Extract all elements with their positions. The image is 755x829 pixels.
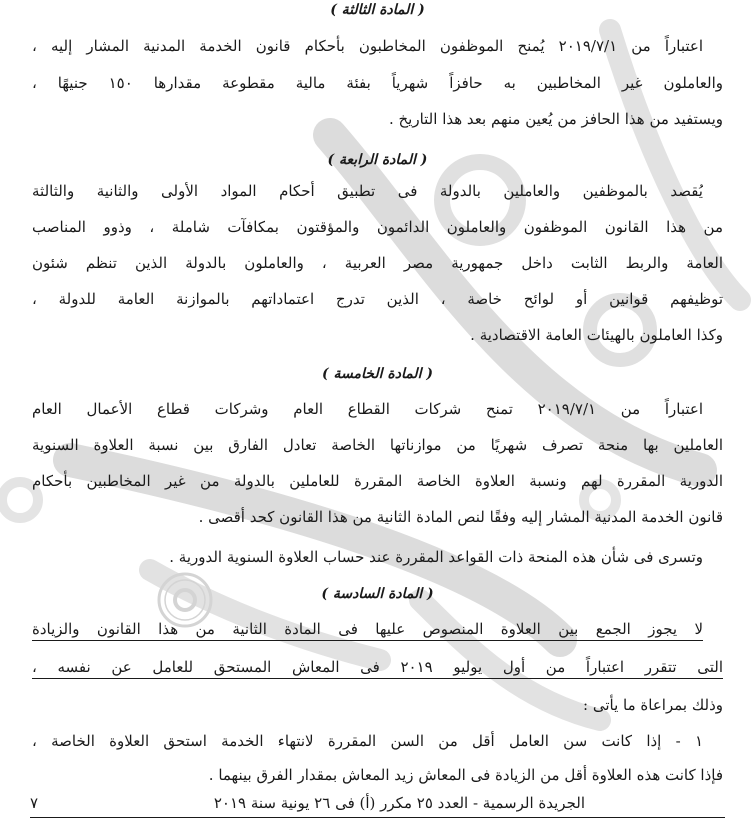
article-5-line-2: العاملين بها منحة تصرف شهريًا من موازناتها الخاصة تعادل الفارق بين نسبة العلاوة السنوية bbox=[32, 436, 723, 454]
article-4-line-3: العامة والربط الثابت داخل جمهورية مصر العربية ، والعاملون بالدولة الذين تنظم شئون bbox=[32, 254, 723, 272]
article-6-line-3: وذلك بمراعاة ما يأتى : bbox=[583, 696, 723, 714]
article-6-heading: ( المادة السادسة ) bbox=[321, 586, 434, 602]
article-3-line-1: اعتباراً من ٢٠١٩/٧/١ يُمنح الموظفون المخاطبون بأحكام قانون الخدمة المدنية المشار إليه ، bbox=[32, 37, 703, 55]
article-6-line-2: التى تتقرر اعتباراً من أول يوليو ٢٠١٩ فى المعاش المستحق للعامل عن نفسه ، bbox=[32, 656, 723, 679]
article-3-heading: ( المادة الثالثة ) bbox=[330, 2, 425, 18]
article-4-heading: ( المادة الرابعة ) bbox=[327, 152, 428, 168]
article-4-line-5: وكذا العاملون بالهيئات العامة الاقتصادية . bbox=[470, 326, 723, 344]
article-6-line-4: ١ - إذا كانت سن العامل أقل من السن المقررة لانتهاء الخدمة استحق العلاوة الخاصة ، bbox=[32, 732, 703, 750]
article-5-line-1: اعتباراً من ٢٠١٩/٧/١ تمنح شركات القطاع العام وشركات قطاع الأعمال العام bbox=[32, 400, 703, 418]
article-3-line-2: والعاملون غير المخاطبين به حافزاً شهرياً بفئة مالية مقطوعة مقدارها ١٥٠ جنيهًا ، bbox=[32, 74, 723, 92]
page-number: ٧ bbox=[30, 794, 39, 812]
article-5-heading: ( المادة الخامسة ) bbox=[322, 366, 433, 382]
article-3-line-3: ويستفيد من هذا الحافز من يُعين منهم بعد هذا التاريخ . bbox=[388, 110, 723, 128]
footer-rule bbox=[30, 817, 725, 818]
article-4-line-2: من هذا القانون الموظفون والعاملون الدائمون والمؤقتون بمكافآت شاملة ، وذوو المناصب bbox=[32, 218, 723, 236]
article-6-line-5: فإذا كانت هذه العلاوة أقل من الزيادة فى المعاش زيد المعاش بمقدار الفرق بينهما . bbox=[208, 766, 723, 784]
article-5-line-4: قانون الخدمة المدنية المشار إليه وفقًا لنص المادة الثانية من هذا القانون كحد أقصى . bbox=[198, 508, 723, 526]
article-6-line-1: لا يجوز الجمع بين العلاوة المنصوص عليها فى المادة الثانية من هذا القانون والزيادة bbox=[32, 618, 703, 641]
article-5-line-3: الدورية المقررة لهم ونسبة العلاوة الخاصة المقررة للعاملين بالدولة من غير المخاطبين بأحكام bbox=[32, 472, 723, 490]
article-4-line-1: يُقصد بالموظفين والعاملين بالدولة فى تطبيق أحكام المواد الأولى والثانية والثالثة bbox=[32, 182, 703, 200]
article-4-line-4: توظيفهم قوانين أو لوائح خاصة ، الذين تدرج اعتماداتهم بالموازنة العامة للدولة ، bbox=[32, 290, 723, 308]
footer-publication-info: الجريدة الرسمية - العدد ٢٥ مكرر (أ) فى ٢٦ يونية سنة ٢٠١٩ bbox=[213, 794, 585, 812]
article-5-line-5: وتسرى فى شأن هذه المنحة ذات القواعد المقررة عند حساب العلاوة السنوية الدورية . bbox=[169, 548, 703, 566]
page-footer bbox=[30, 792, 725, 814]
